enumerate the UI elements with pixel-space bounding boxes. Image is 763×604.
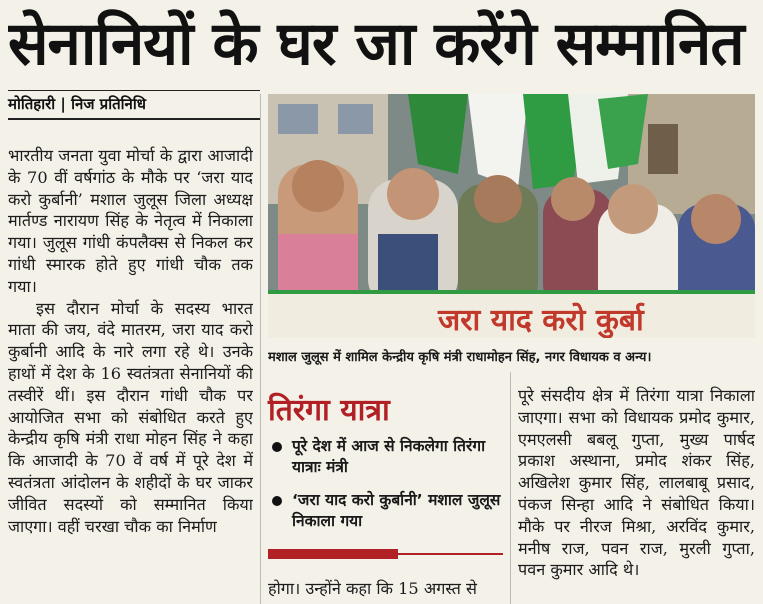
- dateline-top-rule: [8, 90, 260, 91]
- banner-text: जरा याद करो कुर्बा: [438, 303, 644, 338]
- list-item: [268, 490, 508, 532]
- sidebar-accent-rule: [398, 553, 503, 555]
- paragraph-2: इस दौरान मोर्चा के सदस्य भारत माता की जय, वंदे मातरम, जरा याद करो कुर्बानी आदि के नारे लगा रहे थे। उनके हाथों में देश के 16 स्वतंत्रता सेनानियों की तस्वीरें थीं। इस दौरान गांधी चौक पर आयोजित सभा को संबोधित करते हुए केन्द्रीय कृषि मंत्री राधा मोहन सिंह ने कहा कि आजादी के 70 वें वर्ष में पूरे देश में स्वतंत्रता आंदोलन के शहीदों के घर जाकर जीवित सदस्यों को सम्मानित किया जाएगा। वहीं चरखा चौक का निर्माण: [8, 298, 253, 536]
- headline: सेनानियों के घर जा करेंगे सम्मानित: [8, 9, 744, 79]
- sidebar-bullet-list: [268, 436, 508, 544]
- dateline-separator: |: [55, 95, 72, 113]
- paragraph-1: भारतीय जनता युवा मोर्चा के द्वारा आजादी के 70 वीं वर्षगांठ के मौके पर ‘जरा याद करो कुर्बानी’ मशाल जुलूस जिला अध्यक्ष मार्तण्ड नारायण सिंह के नेतृत्व में निकाला गया। जुलूस गांधी कंपलैक्स से निकल कर गांधी स्मारक होते हुए गांधी चौक तक गया।: [8, 146, 253, 296]
- paragraph-4: पूरे संसदीय क्षेत्र में तिरंगा यात्रा निकाला जाएगा। सभा को विधायक प्रमोद कुमार, एमएलसी बबलू गुप्ता, मुख्य पार्षद प्रकाश अस्थाना, प्रमोद शंकर सिंह, अखिलेश कुमार सिंह, लालबाबू प्रसाद, पंकज सिन्हा आदि ने संबोधित किया। मौके पर नीरज मिश्रा, अरविंद कुमार, मनीष राज, पवन राज, मुरली गुप्ता, पवन कुमार आदि थे।: [518, 386, 755, 580]
- paragraph-3: होगा। उन्होंने कहा कि 15 अगस्त से: [268, 579, 477, 598]
- rally-photo: [268, 94, 755, 338]
- dateline: [8, 94, 146, 114]
- sidebar-accent-bar: [268, 549, 398, 559]
- mid-column-divider: [510, 372, 511, 604]
- list-item: [268, 436, 508, 478]
- bullet-icon: [272, 442, 282, 452]
- dateline-bottom-rule: [8, 118, 260, 120]
- sidebar-title: तिरंगा यात्रा: [268, 393, 390, 428]
- dateline-byline: निज प्रतिनिधि: [71, 95, 146, 113]
- article-body-right: [518, 385, 755, 604]
- column-divider: [260, 94, 261, 604]
- bullet-text: ‘जरा याद करो कुर्बानी’ मशाल जुलूस निकाला गया: [292, 491, 501, 530]
- rally-photo-illustration: [268, 94, 755, 338]
- bullet-icon: [272, 496, 282, 506]
- article-body-left: [8, 145, 253, 604]
- photo-caption: मशाल जुलूस में शामिल केन्द्रीय कृषि मंत्री राधामोहन सिंह, नगर विधायक व अन्य।: [268, 350, 652, 365]
- dateline-place: मोतिहारी: [8, 95, 56, 113]
- bullet-text: पूरे देश में आज से निकलेगा तिरंगा यात्राः मंत्री: [292, 437, 486, 476]
- article-body-mid: [268, 578, 508, 600]
